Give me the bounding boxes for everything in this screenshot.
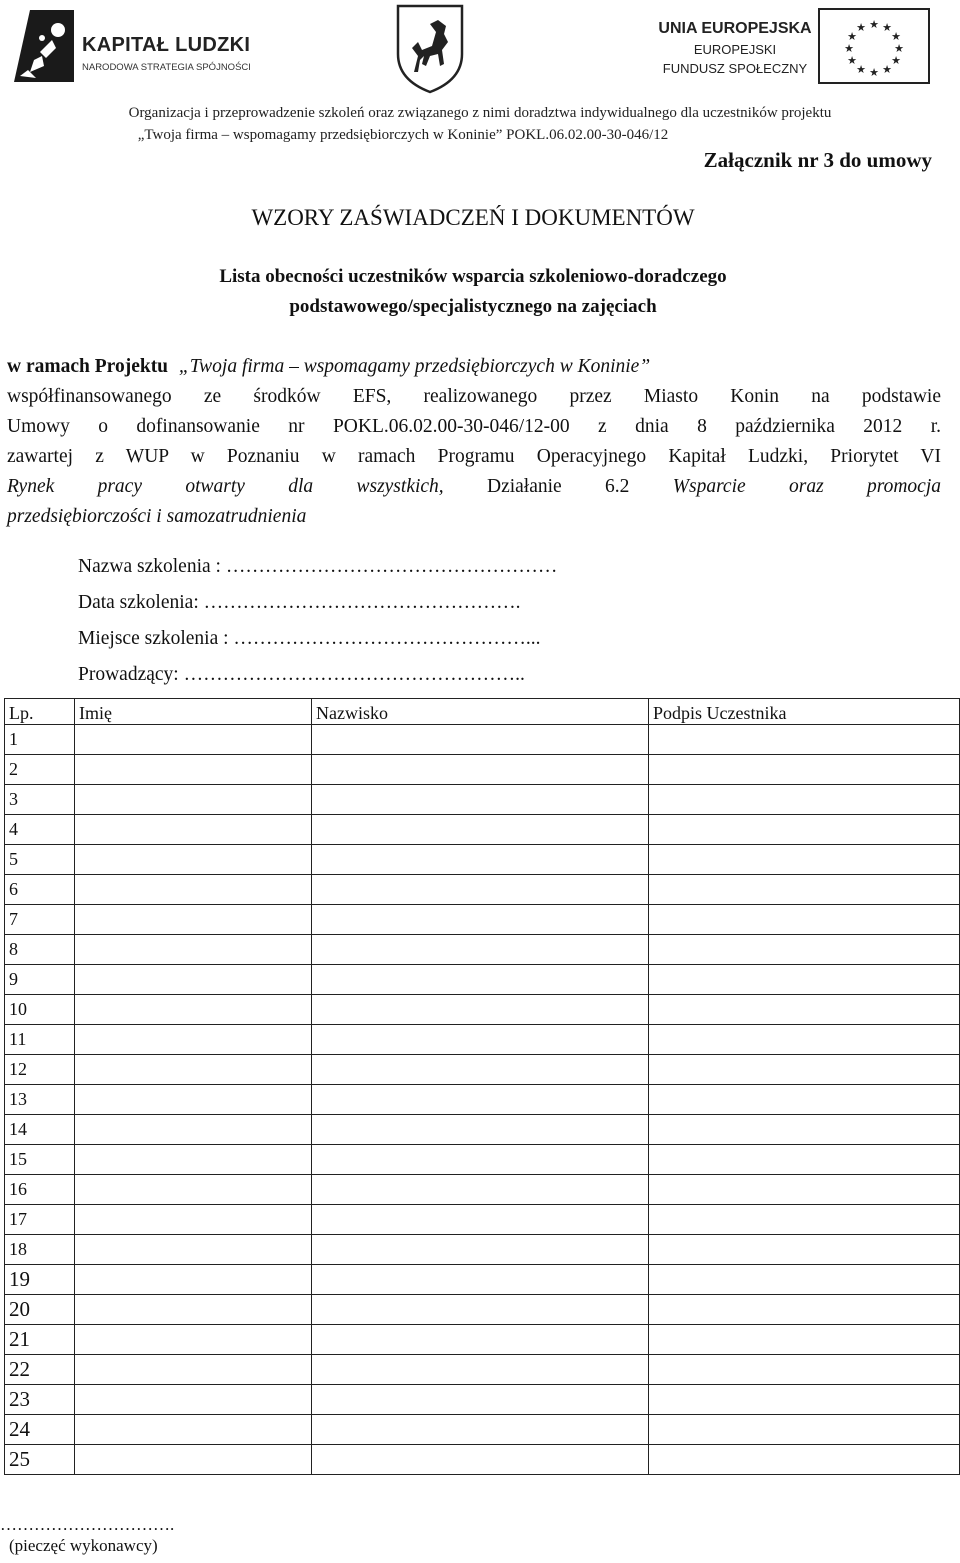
first-name-cell[interactable]: [75, 725, 312, 755]
first-name-cell[interactable]: [75, 1355, 312, 1385]
table-row: [5, 1325, 960, 1355]
last-name-cell[interactable]: [312, 785, 649, 815]
svg-text:★: ★: [891, 30, 901, 43]
signature-cell[interactable]: [649, 1265, 960, 1295]
training-date-value[interactable]: ………………………………………….: [203, 592, 521, 613]
description-project-name: „Twoja firma – wspomagamy przedsiębiorczych w Koninie”: [178, 356, 651, 377]
last-name-cell[interactable]: [312, 965, 649, 995]
last-name-cell[interactable]: [312, 725, 649, 755]
table-row: [5, 1445, 960, 1475]
signature-cell[interactable]: [649, 1235, 960, 1265]
training-place-label: Miejsce szkolenia :: [78, 628, 229, 649]
table-row: [5, 875, 960, 905]
row-number: 4: [5, 815, 75, 845]
first-name-cell[interactable]: [75, 845, 312, 875]
description-line-2: współfinansowanego ze środków EFS, realizowanego przez Miasto Konin na podstawie: [7, 386, 941, 407]
svg-text:★: ★: [882, 21, 892, 34]
first-name-cell[interactable]: [75, 1295, 312, 1325]
signature-cell[interactable]: [649, 905, 960, 935]
first-name-cell[interactable]: [75, 965, 312, 995]
table-row: [5, 1415, 960, 1445]
last-name-cell[interactable]: [312, 1445, 649, 1475]
trainer-label: Prowadzący:: [78, 664, 179, 685]
first-name-cell[interactable]: [75, 1235, 312, 1265]
svg-text:★: ★: [847, 54, 857, 67]
kapital-ludzki-emblem-icon: [12, 8, 76, 84]
signature-cell[interactable]: [649, 1175, 960, 1205]
row-number: 25: [5, 1445, 75, 1475]
last-name-cell[interactable]: [312, 1295, 649, 1325]
signature-cell[interactable]: [649, 935, 960, 965]
last-name-cell[interactable]: [312, 935, 649, 965]
first-name-cell[interactable]: [75, 1325, 312, 1355]
training-name-value[interactable]: ……………………………………………: [225, 556, 558, 577]
annex-label: Załącznik nr 3 do umowy: [703, 148, 932, 172]
training-name-field: [78, 556, 557, 578]
row-number: 2: [5, 755, 75, 785]
header-project-line: Organizacja i przeprowadzenie szkoleń oraz związanego z nimi doradztwa indywidualnego dla uczestników projektu: [128, 105, 832, 121]
table-row: [5, 1205, 960, 1235]
signature-cell[interactable]: [649, 1115, 960, 1145]
table-row: [5, 1025, 960, 1055]
horse-crest-icon: [392, 2, 468, 94]
row-number: 8: [5, 935, 75, 965]
description-project-label: w ramach Projektu: [7, 356, 169, 377]
signature-cell[interactable]: [649, 1295, 960, 1325]
table-row: [5, 845, 960, 875]
last-name-cell[interactable]: [312, 905, 649, 935]
first-name-cell[interactable]: [75, 935, 312, 965]
header-signature: Podpis Uczestnika: [649, 699, 960, 725]
signature-cell[interactable]: [649, 725, 960, 755]
row-number: 16: [5, 1175, 75, 1205]
last-name-cell[interactable]: [312, 1025, 649, 1055]
signature-cell[interactable]: [649, 1385, 960, 1415]
row-number: 5: [5, 845, 75, 875]
eu-logo-line1: UNIA EUROPEJSKA: [658, 20, 812, 37]
last-name-cell[interactable]: [312, 1115, 649, 1145]
signature-cell[interactable]: [649, 1055, 960, 1085]
row-number: 21: [5, 1325, 75, 1355]
svg-text:★: ★: [844, 42, 854, 55]
svg-text:★: ★: [882, 63, 892, 76]
signature-cell[interactable]: [649, 1145, 960, 1175]
table-row: [5, 1265, 960, 1295]
training-place-field: [78, 628, 541, 650]
last-name-cell[interactable]: [312, 1355, 649, 1385]
first-name-cell[interactable]: [75, 1145, 312, 1175]
first-name-cell[interactable]: [75, 1175, 312, 1205]
last-name-cell[interactable]: [312, 875, 649, 905]
row-number: 14: [5, 1115, 75, 1145]
table-row: [5, 965, 960, 995]
signature-cell[interactable]: [649, 845, 960, 875]
last-name-cell[interactable]: [312, 1145, 649, 1175]
row-number: 17: [5, 1205, 75, 1235]
table-row: [5, 935, 960, 965]
row-number: 18: [5, 1235, 75, 1265]
svg-text:★: ★: [869, 18, 879, 31]
eu-logo: [655, 8, 935, 84]
header-project-code-line: „Twoja firma – wspomagamy przedsiębiorczych w Koninie” POKL.06.02.00-30-046/12: [137, 127, 669, 143]
signature-cell[interactable]: [649, 965, 960, 995]
first-name-cell[interactable]: [75, 875, 312, 905]
row-number: 10: [5, 995, 75, 1025]
row-number: 11: [5, 1025, 75, 1055]
training-date-field: [78, 592, 521, 614]
header-lp: Lp.: [5, 699, 75, 725]
table-row: [5, 1145, 960, 1175]
table-row: [5, 1235, 960, 1265]
row-number: 13: [5, 1085, 75, 1115]
first-name-cell[interactable]: [75, 905, 312, 935]
signature-cell[interactable]: [649, 875, 960, 905]
table-row: [5, 1175, 960, 1205]
first-name-cell[interactable]: [75, 1265, 312, 1295]
last-name-cell[interactable]: [312, 1055, 649, 1085]
first-name-cell[interactable]: [75, 1445, 312, 1475]
row-number: 20: [5, 1295, 75, 1325]
signature-cell[interactable]: [649, 1325, 960, 1355]
table-row: [5, 815, 960, 845]
last-name-cell[interactable]: [312, 1325, 649, 1355]
row-number: 6: [5, 875, 75, 905]
last-name-cell[interactable]: [312, 1085, 649, 1115]
stamp-label: (pieczęć wykonawcy): [9, 1536, 158, 1555]
table-row: [5, 995, 960, 1025]
last-name-cell[interactable]: [312, 995, 649, 1025]
eu-logo-line3: FUNDUSZ SPOŁECZNY: [662, 61, 808, 76]
first-name-cell[interactable]: [75, 785, 312, 815]
last-name-cell[interactable]: [312, 1205, 649, 1235]
document-title: WZORY ZAŚWIADCZEŃ I DOKUMENTÓW: [251, 205, 695, 230]
row-number: 3: [5, 785, 75, 815]
row-number: 1: [5, 725, 75, 755]
subtitle-line2: podstawowego/specjalistycznego na zajęciach: [289, 296, 657, 317]
subtitle-line1: Lista obecności uczestników wsparcia szkoleniowo-doradczego: [219, 266, 727, 287]
svg-text:★: ★: [856, 21, 866, 34]
table-row: [5, 905, 960, 935]
signature-cell[interactable]: [649, 995, 960, 1025]
description-measure-name: Wsparcie oraz promocja: [672, 476, 942, 497]
table-row: [5, 1085, 960, 1115]
row-number: 23: [5, 1385, 75, 1415]
description-line-5: [7, 472, 941, 502]
header-first-name: Imię: [75, 699, 312, 725]
first-name-cell[interactable]: [75, 815, 312, 845]
first-name-cell[interactable]: [75, 1205, 312, 1235]
row-number: 15: [5, 1145, 75, 1175]
table-row: [5, 1055, 960, 1085]
last-name-cell[interactable]: [312, 1385, 649, 1415]
training-place-value[interactable]: ………………………………………...: [233, 628, 541, 649]
project-description: [7, 352, 941, 532]
signature-cell[interactable]: [649, 1025, 960, 1055]
svg-text:★: ★: [891, 54, 901, 67]
signature-cell[interactable]: [649, 1445, 960, 1475]
svg-text:★: ★: [847, 30, 857, 43]
table-row: [5, 725, 960, 755]
description-measure-label: Działanie 6.2: [487, 476, 630, 497]
last-name-cell[interactable]: [312, 1415, 649, 1445]
first-name-cell[interactable]: [75, 1415, 312, 1445]
stamp-dots: ………………………….: [0, 1515, 175, 1534]
description-line-1: [7, 352, 941, 382]
training-date-label: Data szkolenia:: [78, 592, 199, 613]
kapital-ludzki-subtitle: NARODOWA STRATEGIA SPÓJNOŚCI: [82, 62, 251, 73]
first-name-cell[interactable]: [75, 1085, 312, 1115]
last-name-cell[interactable]: [312, 1175, 649, 1205]
first-name-cell[interactable]: [75, 1115, 312, 1145]
signature-cell[interactable]: [649, 785, 960, 815]
trainer-value[interactable]: ……………………………………………..: [183, 664, 525, 685]
first-name-cell[interactable]: [75, 1385, 312, 1415]
row-number: 12: [5, 1055, 75, 1085]
signature-cell[interactable]: [649, 1355, 960, 1385]
description-line-3: Umowy o dofinansowanie nr POKL.06.02.00-30-046/12-00 z dnia 8 października 2012 r.: [7, 416, 941, 437]
eu-flag-icon: [818, 8, 930, 84]
last-name-cell[interactable]: [312, 845, 649, 875]
table-row: [5, 1115, 960, 1145]
description-measure-name-cont: przedsiębiorczości i samozatrudnienia: [7, 506, 307, 527]
training-name-label: Nazwa szkolenia :: [78, 556, 221, 577]
table-row: [5, 755, 960, 785]
kapital-ludzki-title: KAPITAŁ LUDZKI: [82, 34, 251, 56]
signature-cell[interactable]: [649, 1085, 960, 1115]
description-line-4: zawartej z WUP w Poznaniu w ramach Programu Operacyjnego Kapitał Ludzki, Priorytet VI: [7, 446, 941, 467]
first-name-cell[interactable]: [75, 755, 312, 785]
row-number: 9: [5, 965, 75, 995]
trainer-field: [78, 664, 525, 686]
description-priority-name: Rynek pracy otwarty dla wszystkich,: [7, 476, 444, 497]
table-header-row: [5, 699, 960, 725]
attendance-table: [4, 698, 960, 1475]
first-name-cell[interactable]: [75, 995, 312, 1025]
last-name-cell[interactable]: [312, 755, 649, 785]
signature-cell[interactable]: [649, 755, 960, 785]
row-number: 22: [5, 1355, 75, 1385]
header-last-name: Nazwisko: [312, 699, 649, 725]
signature-cell[interactable]: [649, 1205, 960, 1235]
svg-text:★: ★: [869, 66, 879, 79]
first-name-cell[interactable]: [75, 1025, 312, 1055]
table-row: [5, 1355, 960, 1385]
eu-logo-line2: EUROPEJSKI: [693, 42, 777, 57]
row-number: 7: [5, 905, 75, 935]
kapital-ludzki-logo: [12, 8, 262, 84]
row-number: 19: [5, 1265, 75, 1295]
table-row: [5, 785, 960, 815]
table-row: [5, 1385, 960, 1415]
last-name-cell[interactable]: [312, 1265, 649, 1295]
svg-text:★: ★: [856, 63, 866, 76]
first-name-cell[interactable]: [75, 1055, 312, 1085]
last-name-cell[interactable]: [312, 1235, 649, 1265]
last-name-cell[interactable]: [312, 815, 649, 845]
row-number: 24: [5, 1415, 75, 1445]
description-line-6: [7, 502, 941, 532]
signature-cell[interactable]: [649, 1415, 960, 1445]
table-row: [5, 1295, 960, 1325]
signature-cell[interactable]: [649, 815, 960, 845]
svg-text:★: ★: [894, 42, 904, 55]
